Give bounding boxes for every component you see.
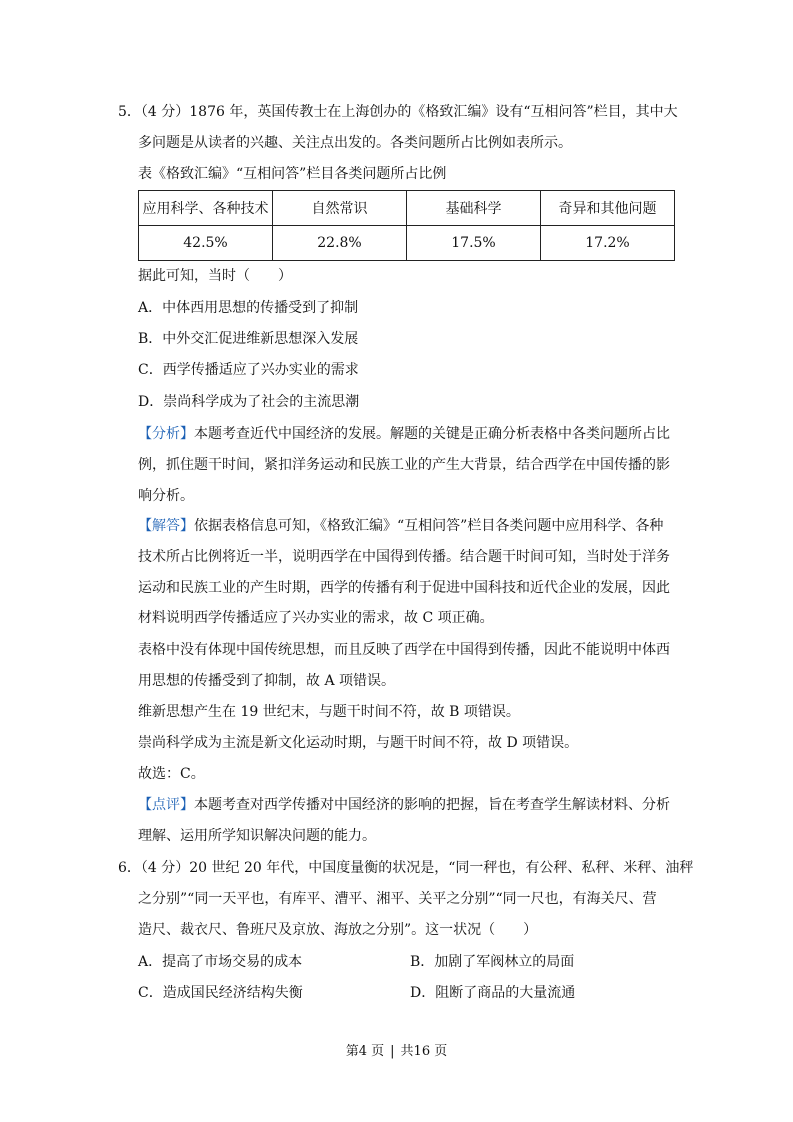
page-number: 第4 页 — [345, 1044, 385, 1059]
table-header-cell: 自然常识 — [273, 191, 407, 226]
q5-option-d: D．崇尚科学成为了社会的主流思潮 — [138, 394, 360, 410]
q6-option-a: A．提高了市场交易的成本 — [138, 954, 303, 970]
q5-answer-line5: 表格中没有体现中国传统思想，而且反映了西学在中国得到传播，因此不能说明中体西 — [138, 642, 670, 658]
q5-comment-line2: 理解、运用所学知识解决问题的能力。 — [138, 828, 376, 844]
comment-text: 本题考查对西学传播对中国经济的影响的把握，旨在考查学生解读材料、分析 — [194, 797, 670, 813]
q5-analysis — [138, 424, 670, 444]
q5-option-c: C．西学传播适应了兴办实业的需求 — [138, 362, 359, 378]
table-header-cell: 应用科学、各种技术 — [139, 191, 273, 226]
q5-answer-line4: 材料说明西学传播适应了兴办实业的需求，故 C 项正确。 — [138, 610, 494, 626]
q6-option-b: B．加剧了军阀林立的局面 — [410, 954, 575, 970]
q6-option-c: C．造成国民经济结构失衡 — [138, 985, 303, 1001]
q6-stem-line2: 之分别”“同一天平也，有库平、漕平、湘平、关平之分别”“同一尺也，有海关尺、营 — [138, 891, 657, 907]
q5-option-b: B．中外交汇促进维新思想深入发展 — [138, 331, 359, 347]
q6-stem-line1: 6．（4 分）20 世纪 20 年代，中国度量衡的状况是，“同一秤也，有公秤、私秤、米秤、油秤 — [118, 860, 694, 876]
comment-tag: 【点评】 — [138, 797, 194, 813]
table-value-cell: 22.8% — [273, 226, 407, 261]
page-footer — [0, 1040, 793, 1059]
analysis-tag: 【分析】 — [138, 426, 194, 442]
q5-answer-choice: 故选：C。 — [138, 766, 205, 782]
q5-answer — [138, 516, 663, 536]
analysis-text: 本题考查近代中国经济的发展。解题的关键是正确分析表格中各类问题所占比 — [194, 426, 670, 442]
page-total: 共16 页 — [400, 1044, 448, 1059]
q5-table-title: 表《格致汇编》“互相问答”栏目各类问题所占比例 — [138, 166, 447, 182]
table-header-cell: 奇异和其他问题 — [541, 191, 675, 226]
q5-answer-line8: 崇尚科学成为主流是新文化运动时期，与题干时间不符，故 D 项错误。 — [138, 735, 579, 751]
q5-answer-line3: 运动和民族工业的产生时期，西学的传播有利于促进中国科技和近代企业的发展，因此 — [138, 580, 670, 596]
q5-answer-line2: 技术所占比例将近一半，说明西学在中国得到传播。结合题干时间可知，当时处于洋务 — [138, 549, 670, 565]
q5-stem-line1: 5．（4 分）1876 年，英国传教士在上海创办的《格致汇编》设有“互相问答”栏目，其中大 — [118, 104, 678, 120]
table-value-cell: 17.2% — [541, 226, 675, 261]
q5-stem-line2: 多问题是从读者的兴趣、关注点出发的。各类问题所占比例如表所示。 — [138, 135, 572, 151]
q5-analysis-line3: 响分析。 — [138, 488, 194, 504]
q5-analysis-line2: 例，抓住题干时间，紧扣洋务运动和民族工业的产生大背景，结合西学在中国传播的影 — [138, 457, 670, 473]
q5-answer-line7: 维新思想产生在 19 世纪末，与题干时间不符，故 B 项错误。 — [138, 704, 520, 720]
q6-option-d: D．阻断了商品的大量流通 — [410, 985, 576, 1001]
table-value-cell: 17.5% — [407, 226, 541, 261]
table-value-cell: 42.5% — [139, 226, 273, 261]
answer-text: 依据表格信息可知，《格致汇编》“互相问答”栏目各类问题中应用科学、各种 — [194, 518, 664, 534]
table-header-row — [139, 191, 675, 226]
q5-answer-line6: 用思想的传播受到了抑制，故 A 项错误。 — [138, 673, 396, 689]
table-header-cell: 基础科学 — [407, 191, 541, 226]
q5-option-a: A．中体西用思想的传播受到了抑制 — [138, 300, 359, 316]
footer-separator: | — [390, 1044, 395, 1059]
answer-tag: 【解答】 — [138, 518, 194, 534]
q5-question: 据此可知，当时（ ） — [138, 268, 292, 284]
q5-data-table — [138, 190, 675, 261]
q6-stem-line3: 造尺、裁衣尺、鲁班尺及京放、海放之分别”。这一状况（ ） — [138, 922, 538, 938]
table-value-row — [139, 226, 675, 261]
q5-comment — [138, 795, 670, 815]
